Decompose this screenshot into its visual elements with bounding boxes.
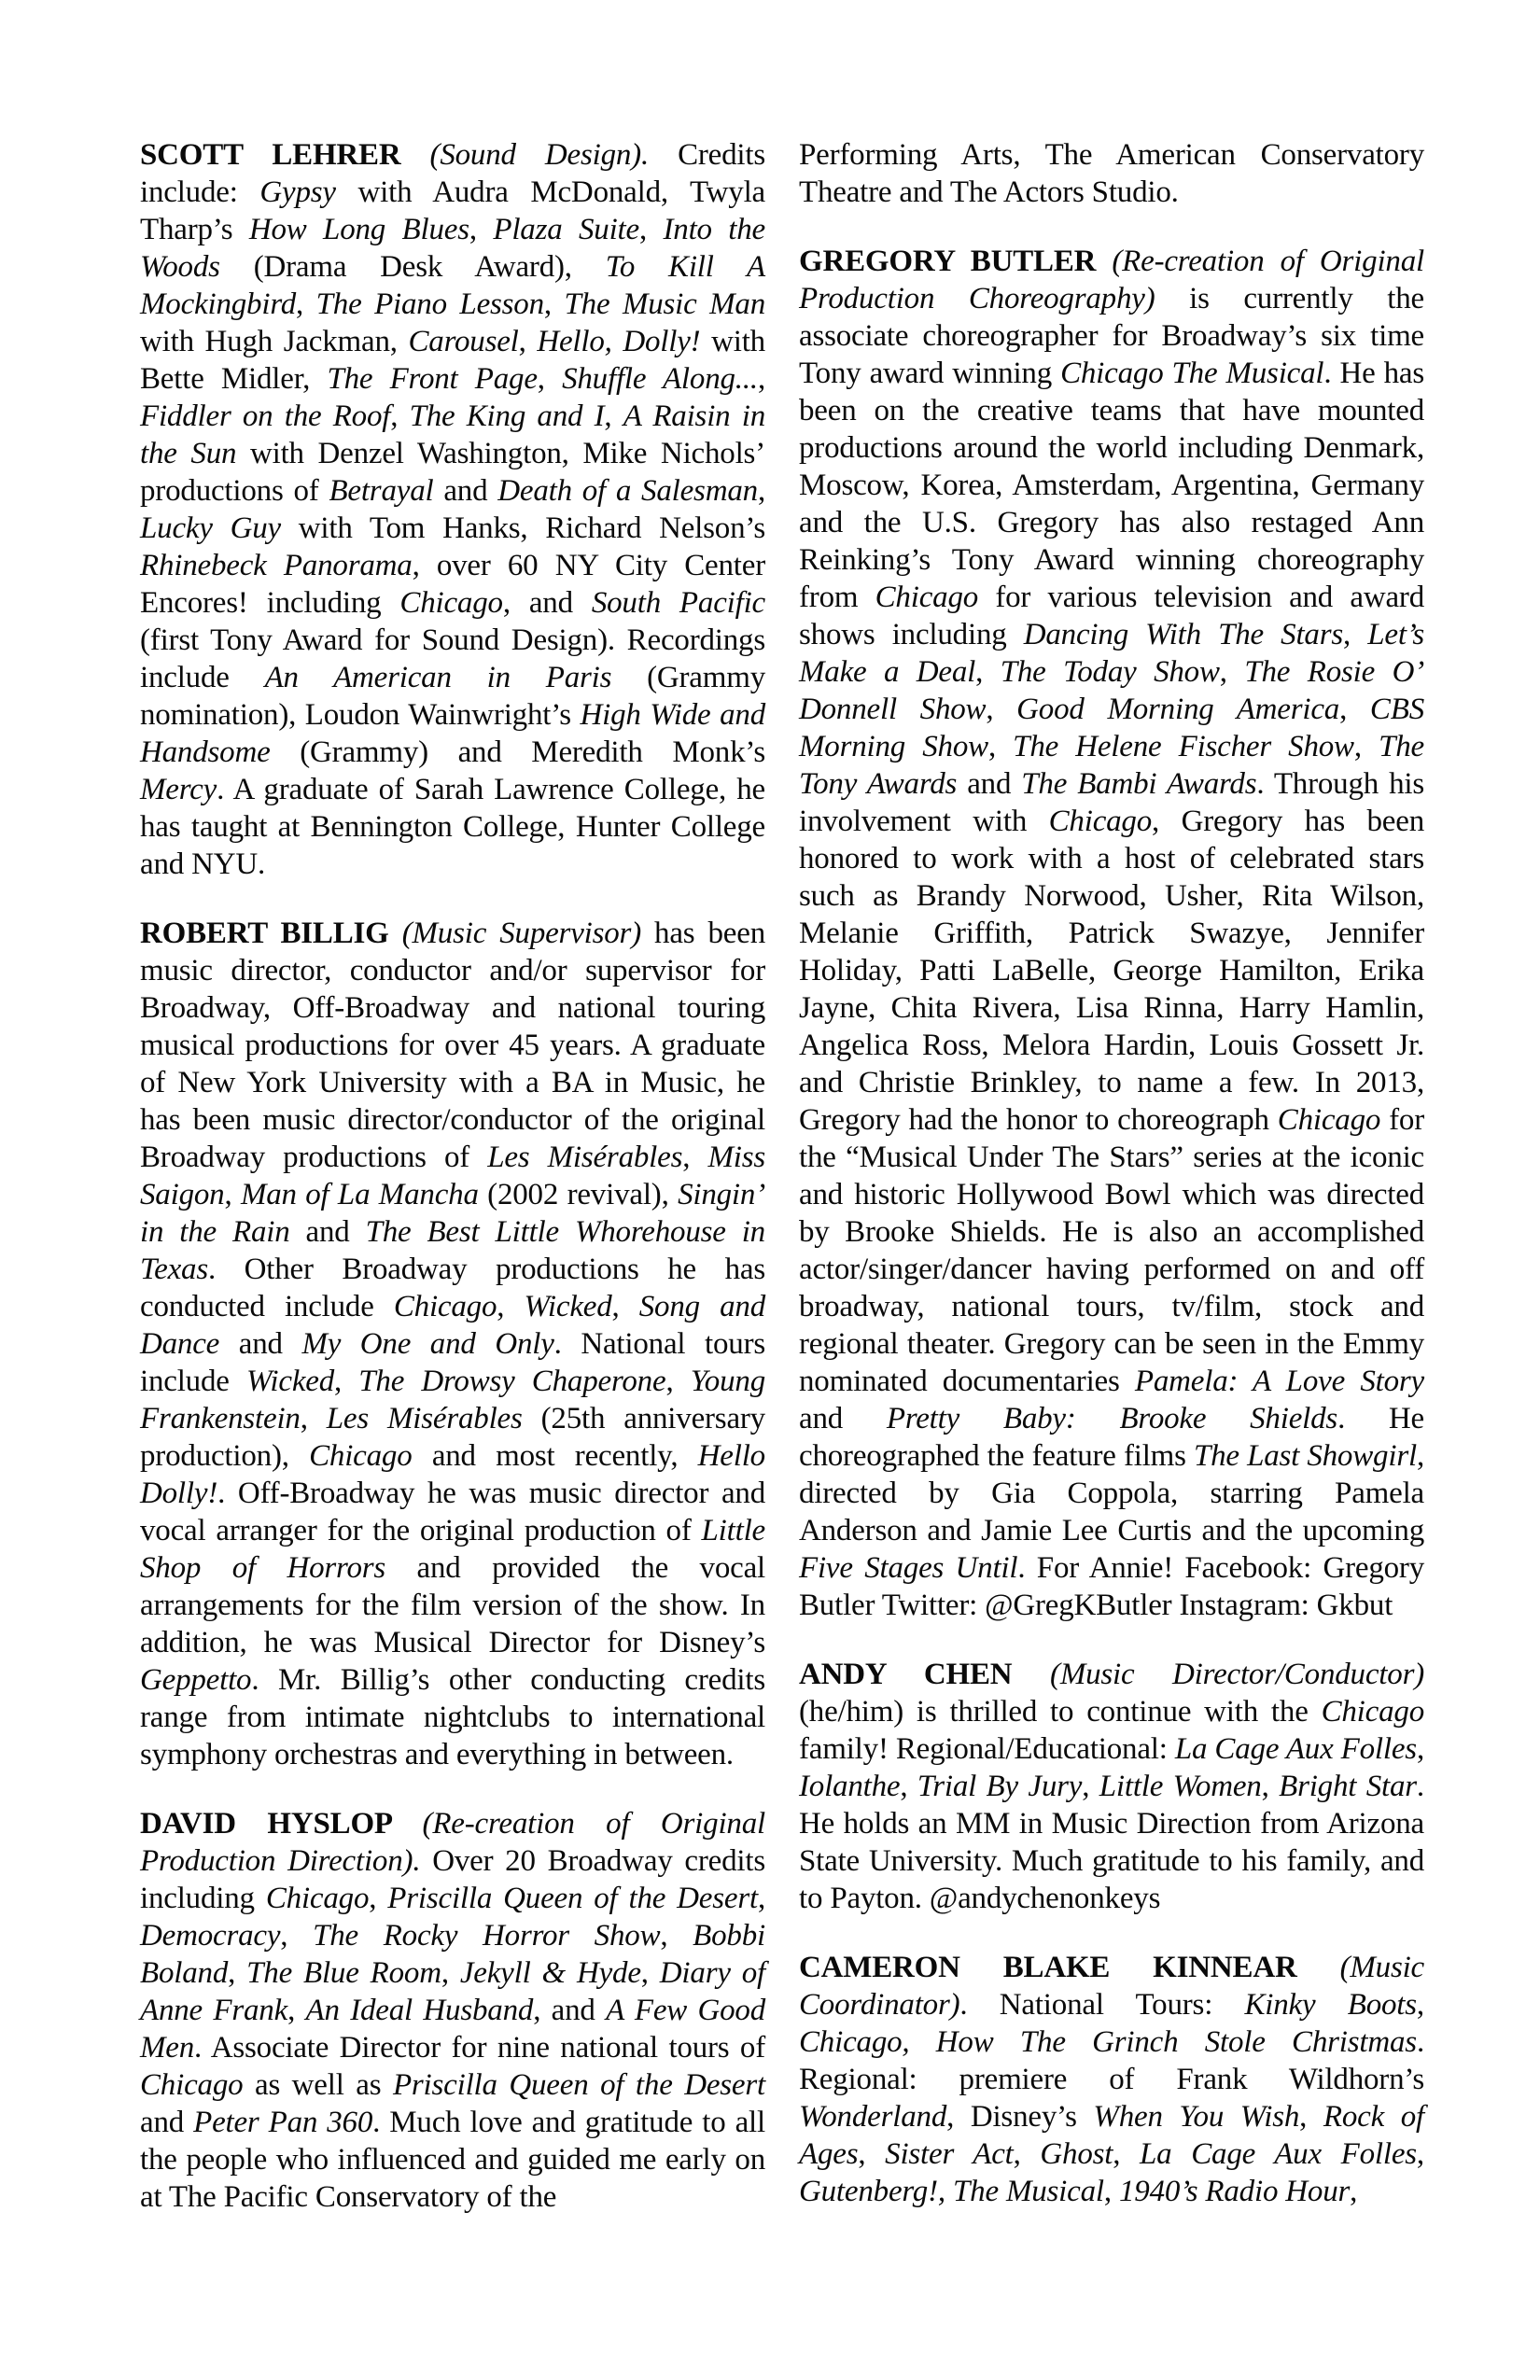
title-or-role-text: The Helene Fischer Show	[1013, 730, 1354, 763]
body-text: ,	[1350, 2175, 1358, 2208]
body-text: . He choreographed the feature films	[799, 1402, 1424, 1473]
bio-gregory-butler	[799, 243, 1424, 1624]
title-or-role-text: A Few Good Men	[140, 1994, 766, 2065]
body-text: ,	[1103, 2175, 1119, 2208]
body-text: ,	[640, 1956, 660, 1990]
title-or-role-text: Plaza Suite	[493, 213, 639, 246]
title-or-role-text: Shuffle Along...	[562, 362, 758, 396]
title-or-role-text: Priscilla Queen of the Desert	[392, 2068, 765, 2102]
title-or-role-text: Gutenberg!, The Musical	[799, 2175, 1104, 2208]
body-text: . Associate Director for nine national tours of	[194, 2031, 765, 2065]
left-column	[140, 136, 765, 2247]
body-text: , Disney’s	[946, 2100, 1094, 2134]
title-or-role-text: Geppetto	[140, 1663, 252, 1697]
bio-robert-billig	[140, 915, 765, 1773]
body-text: . Off-Broadway he was music director and vocal arranger for the original production of	[140, 1477, 765, 1547]
title-or-role-text: Into the Woods	[140, 213, 766, 284]
title-or-role-text: Death of a Salesman	[497, 474, 758, 508]
title-or-role-text: Rhinebeck Panorama	[140, 549, 413, 582]
body-text: . Regional: premiere of Frank Wildhorn’s	[799, 2025, 1424, 2096]
bio-david-hyslop-continued	[799, 136, 1424, 211]
title-or-role-text: Les Misérables	[326, 1402, 523, 1435]
title-or-role-text: La Cage Aux Folles	[1140, 2137, 1417, 2171]
person-name: GREGORY BUTLER	[799, 245, 1113, 278]
body-text: and most recently,	[412, 1439, 698, 1473]
body-text: ,	[224, 1178, 241, 1211]
title-or-role-text: Pamela: A Love Story	[1134, 1365, 1424, 1398]
body-text: ,	[1113, 2137, 1141, 2171]
body-text: ,	[334, 1365, 359, 1398]
title-or-role-text: Let’s Make a Deal	[799, 618, 1425, 689]
title-or-role-text: La Cage Aux Folles	[1174, 1732, 1417, 1766]
title-or-role-text: Lucky Guy	[140, 511, 281, 545]
body-text: ,	[665, 1365, 691, 1398]
title-or-role-text: Chicago	[1048, 805, 1153, 838]
body-text: ,	[280, 1919, 314, 1953]
body-text: ,	[300, 1402, 327, 1435]
body-text: ,	[543, 287, 565, 321]
title-or-role-text: The Piano Lesson	[315, 287, 544, 321]
bio-cameron-blake-kinnear	[799, 1949, 1424, 2210]
title-or-role-text: High Wide and Handsome	[140, 698, 765, 769]
body-text: . Other Broadway productions he has conducted include	[140, 1253, 765, 1323]
title-or-role-text: Man of La Mancha	[240, 1178, 479, 1211]
title-or-role-text: Priscilla Queen of the Desert	[387, 1882, 758, 1915]
body-text: (first Tony Award for Sound Design). Recordings include	[140, 623, 765, 694]
title-or-role-text: The King and I	[409, 399, 605, 433]
bio-david-hyslop	[140, 1805, 765, 2216]
body-text: ,	[1416, 1988, 1424, 2022]
title-or-role-text: (Music Director/Conductor)	[1050, 1658, 1425, 1691]
body-text: ,	[660, 1919, 693, 1953]
title-or-role-text: CBS Morning Show	[799, 693, 1424, 763]
body-text: ,	[1353, 730, 1379, 763]
body-text: , directed by Gia Coppola, starring Pamela Anderson and Jamie Lee Curtis and the upcoming	[799, 1439, 1424, 1547]
title-or-role-text: Kinky Boots	[1244, 1988, 1417, 2022]
title-or-role-text: (Sound Design).	[429, 138, 679, 172]
body-text: . Much love and gratitude to all the people who influenced and guided me early on at The Pacific Conservatory of the	[140, 2106, 765, 2214]
body-text: Over 20 Broadway credits including	[140, 1844, 765, 1915]
body-text: . Through his involvement with	[799, 767, 1425, 838]
title-or-role-text: How Long Blues	[248, 213, 469, 246]
body-text: ,	[469, 213, 494, 246]
body-text: and	[219, 1327, 302, 1361]
body-text: ,	[757, 362, 766, 396]
body-text: and	[140, 2106, 194, 2139]
body-text: ,	[987, 730, 1014, 763]
body-text: as well as	[243, 2068, 393, 2102]
title-or-role-text: Democracy	[140, 1919, 281, 1953]
title-or-role-text: Chicago	[399, 586, 503, 620]
body-text: ,	[1343, 618, 1368, 651]
title-or-role-text: South Pacific	[591, 586, 765, 620]
title-or-role-text: Chicago	[1321, 1695, 1424, 1729]
bio-andy-chen	[799, 1656, 1424, 1917]
title-or-role-text: Chicago	[309, 1439, 413, 1473]
title-or-role-text: Young Frankenstein	[140, 1365, 766, 1435]
title-or-role-text: Dancing With The Stars	[1023, 618, 1344, 651]
body-text: has been music director, conductor and/or supervisor for Broadway, Off-Broadway and national touring musical productions for over 45 years. A graduate of New York University with a BA in Music, he has been music director/conductor of the original Broadway productions of	[140, 917, 766, 1174]
title-or-role-text: The Best Little Whorehouse in Texas	[140, 1215, 765, 1286]
body-text: and	[433, 474, 498, 508]
body-text: with Audra McDonald, Twyla Tharp’s	[140, 175, 765, 246]
body-text: , and	[533, 1994, 607, 2027]
title-or-role-text: My One and Only	[301, 1327, 554, 1361]
title-or-role-text: When You Wish	[1093, 2100, 1300, 2134]
body-text: ,	[757, 474, 765, 508]
body-text: , over 60 NY City Center Encores! including	[140, 549, 765, 620]
title-or-role-text: (Music Coordinator)	[799, 1951, 1424, 2022]
body-text: and	[799, 1402, 887, 1435]
body-text: ,	[1416, 2137, 1424, 2171]
body-text: and provided the vocal arrangements for the film version of the show. In addition, he was Musical Director for Disney’s	[140, 1551, 765, 1659]
title-or-role-text: Iolanthe	[799, 1770, 901, 1803]
body-text: . He has been on the creative teams that have mounted productions around the world including Denmark, Moscow, Korea, Amsterdam, Argentina, Germany and the U.S. Gregory has also restaged Ann Reinking’s Tony Award winning choreography from	[799, 357, 1424, 614]
title-or-role-text: Chicago	[1277, 1103, 1381, 1137]
title-or-role-text: Wicked	[524, 1290, 612, 1323]
body-text: for various television and award shows including	[799, 581, 1424, 651]
title-or-role-text: Bright Star	[1279, 1770, 1417, 1803]
title-or-role-text: Rock of Ages	[799, 2100, 1424, 2171]
body-text: (25th anniversary production),	[140, 1402, 765, 1473]
body-text: with Bette Midler,	[140, 325, 765, 396]
body-text: with Hugh Jackman,	[140, 325, 409, 358]
person-name: CAMERON BLAKE KINNEAR	[799, 1951, 1340, 1984]
title-or-role-text: Chicago	[140, 2068, 244, 2102]
title-or-role-text: Chicago	[875, 581, 979, 614]
title-or-role-text: Bobbi Boland	[140, 1919, 765, 1990]
body-text: . Mr. Billig’s other conducting credits range from intimate nightclubs to international symphony orchestras and everything in between.	[140, 1663, 765, 1771]
title-or-role-text: Hello Dolly!	[140, 1439, 765, 1510]
title-or-role-text: Betrayal	[329, 474, 434, 508]
person-name: SCOTT LEHRER	[140, 138, 430, 172]
body-text: Credits include:	[140, 138, 765, 209]
body-text: ,	[900, 1770, 917, 1803]
title-or-role-text: Wicked	[245, 1365, 335, 1398]
body-text: ,	[228, 1956, 247, 1990]
body-text: ,	[390, 399, 410, 433]
body-text: ,	[441, 1956, 460, 1990]
title-or-role-text: The Today Show	[1000, 655, 1220, 689]
body-text: Performing Arts, The American Conservatory Theatre and The Actors Studio.	[799, 138, 1424, 209]
body-text: with Tom Hanks, Richard Nelson’s	[280, 511, 765, 545]
body-text: ,	[1416, 1732, 1424, 1766]
title-or-role-text: The Tony Awards	[799, 730, 1424, 801]
title-or-role-text: The Front Page	[327, 362, 538, 396]
title-or-role-text: (Re-creation of Original Production Direction).	[140, 1807, 765, 1878]
title-or-role-text: Gypsy	[259, 175, 336, 209]
title-or-role-text: Trial By Jury	[917, 1770, 1083, 1803]
body-text: ,	[296, 287, 316, 321]
body-text: ,	[287, 1994, 306, 2027]
body-text: ,	[638, 213, 664, 246]
title-or-role-text: Wonderland	[799, 2100, 947, 2134]
body-text: . For Annie! Facebook: Gregory Butler Twitter: @GregKButler Instagram: Gkbut	[799, 1551, 1425, 1622]
title-or-role-text: Ghost	[1040, 2137, 1113, 2171]
body-text: ,	[986, 693, 1017, 726]
title-or-role-text: Five Stages Until	[799, 1551, 1018, 1585]
title-or-role-text: (Re-creation of Original Production Choreography)	[799, 245, 1424, 315]
title-or-role-text: Sister Act	[885, 2137, 1014, 2171]
title-or-role-text: To Kill A Mockingbird	[140, 250, 765, 321]
title-or-role-text: Peter Pan 360	[193, 2106, 373, 2139]
title-or-role-text: An American in Paris	[264, 661, 612, 694]
title-or-role-text: Mercy	[140, 773, 217, 806]
body-text: ,	[1013, 2137, 1041, 2171]
body-text: (Grammy) and Meredith Monk’s	[270, 735, 765, 769]
title-or-role-text: Little Women	[1099, 1770, 1262, 1803]
body-text: ,	[369, 1882, 388, 1915]
title-or-role-text: Carousel	[408, 325, 519, 358]
title-or-role-text: The Last Showgirl	[1193, 1439, 1417, 1473]
body-text: ,	[1339, 693, 1370, 726]
body-text: and	[289, 1215, 366, 1249]
body-text: , Gregory has been honored to work with a host of celebrated stars such as Brandy Norwood, Usher, Rita Wilson, Melanie Griffith, Patrick Swazye, Jennifer Holiday, Patti LaBelle, George Hamilton, Erika Jayne, Chita Rivera, Lisa Rinna, Harry Hamlin, Angelica Ross, Melora Hardin, Louis Gossett Jr. and Christie Brinkley, to name a few. In 2013, Gregory had the honor to choreograph	[799, 805, 1424, 1137]
body-text: ,	[757, 1882, 765, 1915]
title-or-role-text: Fiddler on the Roof	[140, 399, 391, 433]
title-or-role-text: The Blue Room	[246, 1956, 441, 1990]
body-text: is currently the associate choreographer for Broadway’s six time Tony award winning	[799, 282, 1424, 390]
body-text: ,	[611, 1290, 639, 1323]
title-or-role-text: Diary of Anne Frank	[140, 1956, 766, 2027]
body-text: ,	[604, 399, 623, 433]
title-or-role-text: The Bambi Awards	[1021, 767, 1257, 801]
title-or-role-text: The Drowsy Chaperone	[358, 1365, 666, 1398]
body-text: with Denzel Washington, Mike Nichols’ productions of	[140, 437, 765, 508]
body-text: ,	[1299, 2100, 1323, 2134]
body-text: (he/him) is thrilled to continue with the	[799, 1695, 1322, 1729]
body-text: (Drama Desk Award),	[219, 250, 606, 284]
body-text: ,	[1219, 655, 1245, 689]
body-text: ,	[682, 1141, 708, 1174]
right-column	[799, 136, 1424, 2247]
body-text: ,	[537, 362, 563, 396]
body-text: ,	[975, 655, 1001, 689]
title-or-role-text: Les Misérables	[487, 1141, 683, 1174]
title-or-role-text: Chicago The Musical	[1060, 357, 1324, 390]
title-or-role-text: Chicago	[265, 1882, 370, 1915]
body-text: . National tours include	[140, 1327, 765, 1398]
title-or-role-text: 1940’s Radio Hour	[1118, 2175, 1351, 2208]
title-or-role-text: A Raisin in the Sun	[140, 399, 765, 470]
body-text: . National Tours:	[959, 1988, 1245, 2022]
bio-scott-lehrer	[140, 136, 765, 883]
person-name: DAVID HYSLOP	[140, 1807, 423, 1841]
body-text: family! Regional/Educational:	[799, 1732, 1175, 1766]
person-name: ROBERT BILLIG	[140, 917, 402, 950]
body-text: for the “Musical Under The Stars” series at the iconic and historic Hollywood Bowl which was directed by Brooke Shields. He is also an accomplished actor/singer/dancer having performed on and off broadway, national tours, tv/film, stock and regional theater. Gregory can be seen in the Emmy nominated documentaries	[799, 1103, 1424, 1398]
title-or-role-text: Pretty Baby: Brooke Shields	[886, 1402, 1338, 1435]
person-name: ANDY CHEN	[799, 1658, 1051, 1691]
body-text: (Grammy nomination), Loudon Wainwright’s	[140, 661, 765, 732]
title-or-role-text: (Music Supervisor)	[401, 917, 641, 950]
title-or-role-text: Singin’ in the Rain	[140, 1178, 765, 1249]
body-text: ,	[497, 1290, 525, 1323]
body-text: ,	[1082, 1770, 1099, 1803]
body-text: , and	[502, 586, 592, 620]
title-or-role-text: An Ideal Husband	[305, 1994, 534, 2027]
title-or-role-text: Little Shop of Horrors	[140, 1514, 765, 1585]
body-text: ,	[858, 2137, 886, 2171]
title-or-role-text: Chicago, How The Grinch Stole Christmas	[799, 2025, 1417, 2059]
title-or-role-text: Jekyll & Hyde	[459, 1956, 641, 1990]
title-or-role-text: The Rosie O’ Donnell Show	[799, 655, 1424, 726]
title-or-role-text: Song and Dance	[140, 1290, 765, 1361]
title-or-role-text: The Rocky Horror Show	[313, 1919, 661, 1953]
body-text: (2002 revival),	[478, 1178, 679, 1211]
title-or-role-text: The Music Man	[564, 287, 766, 321]
title-or-role-text: Chicago	[393, 1290, 497, 1323]
title-or-role-text: Good Morning America	[1016, 693, 1340, 726]
body-text: and	[957, 767, 1022, 801]
body-text: ,	[1261, 1770, 1280, 1803]
body-text: . He holds an MM in Music Direction from Arizona State University. Much gratitude to his family, and to Payton. @andychenonkeys	[799, 1770, 1424, 1915]
title-or-role-text: Hello, Dolly!	[537, 325, 701, 358]
title-or-role-text: Miss Saigon	[140, 1141, 765, 1211]
body-text: ,	[518, 325, 538, 358]
body-text: . A graduate of Sarah Lawrence College, he has taught at Bennington College, Hunter College and NYU.	[140, 773, 765, 881]
